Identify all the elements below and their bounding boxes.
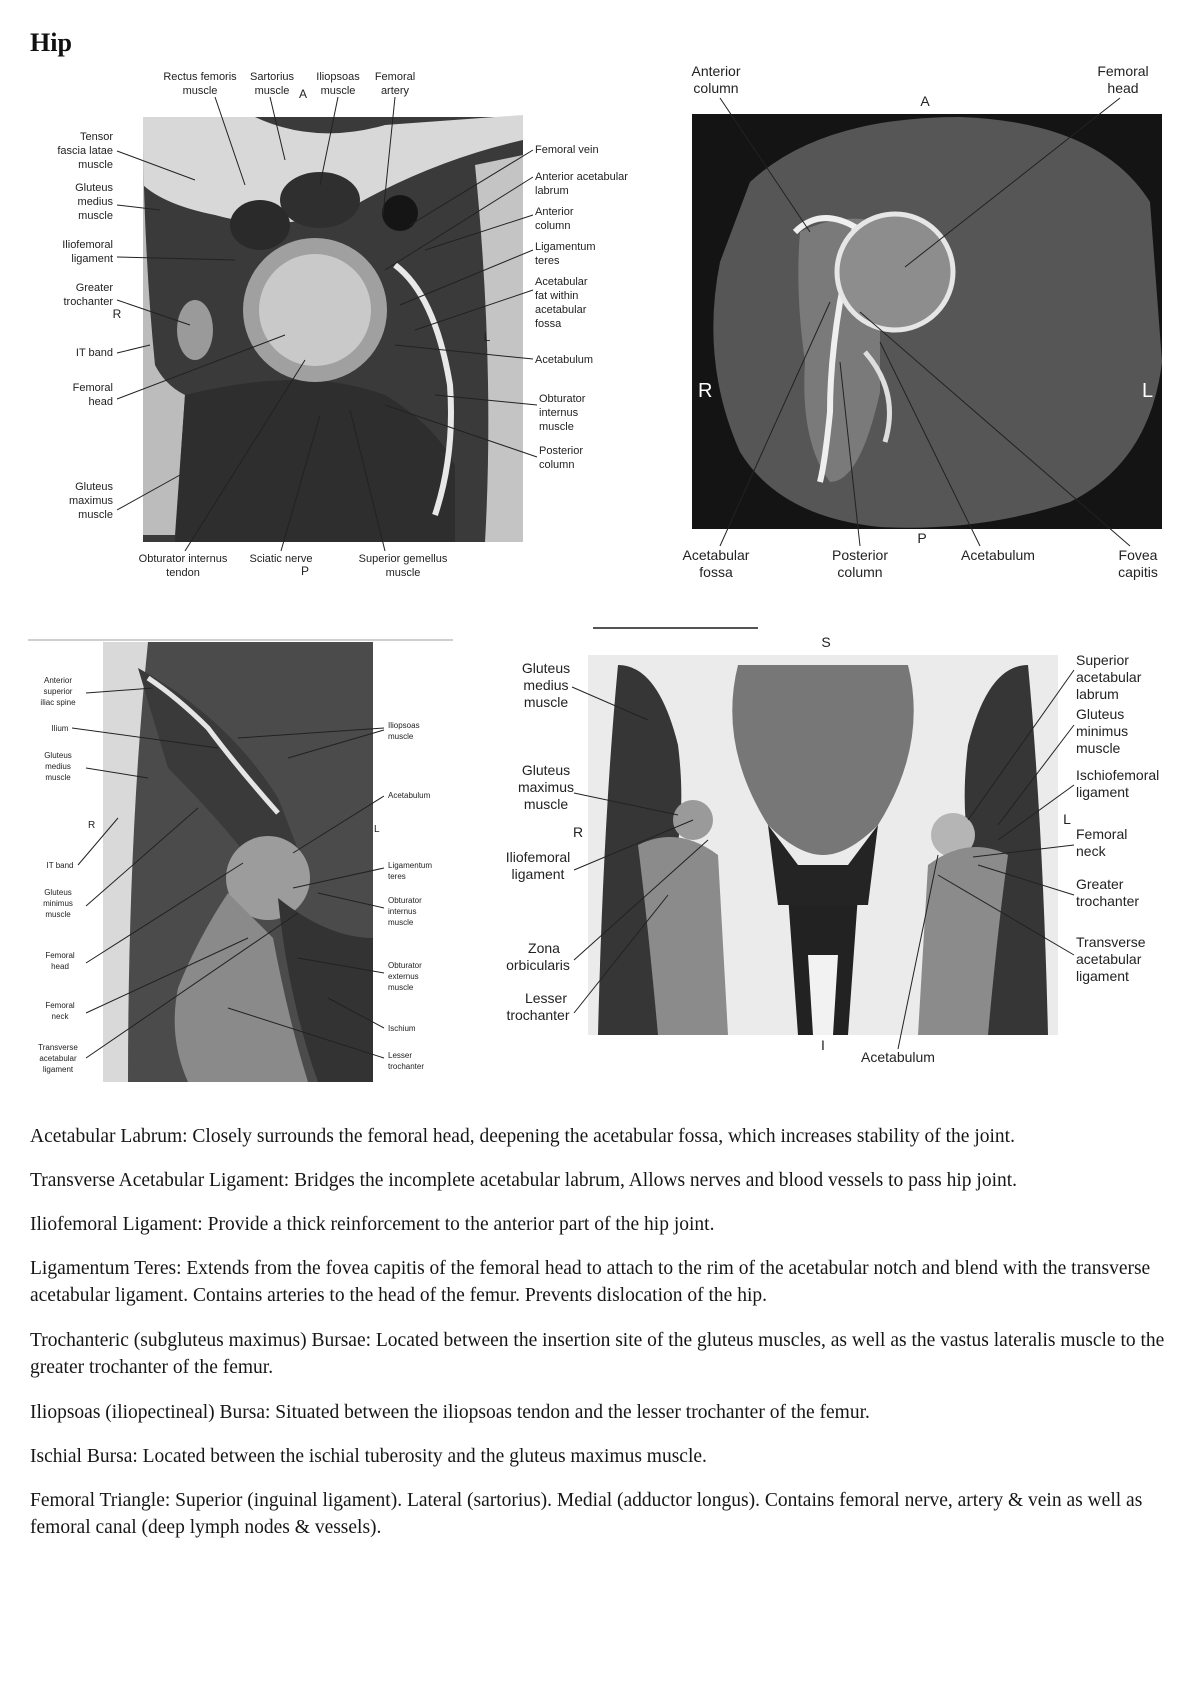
label-ilium: Ilium xyxy=(51,724,69,733)
label-anterior-column: Anterior column xyxy=(535,206,574,232)
label-it-band: IT band xyxy=(75,347,113,359)
orient-r: R xyxy=(698,380,713,402)
paragraph-ischial-bursa: Ischial Bursa: Located between the ischial tuberosity and the gluteus maximus muscle. xyxy=(30,1446,707,1467)
label-obturator-internus-tendon: Obturator internus tendon xyxy=(138,553,228,579)
label-acetabulum: Acetabulum xyxy=(861,1049,935,1065)
orient-r: R xyxy=(112,307,122,321)
label-obturator-externus: Obturator externus muscle xyxy=(388,961,422,992)
label-sartorius: Sartorius muscle xyxy=(249,71,295,97)
label-acetabulum: Acetabulum xyxy=(535,354,594,366)
coronal-hip-mri-illustration xyxy=(28,638,453,1090)
orient-r: R xyxy=(572,824,584,840)
label-greater-trochanter: Greater trochanter xyxy=(63,282,113,308)
label-tensor-fascia-latae: Tensor fascia latae muscle xyxy=(57,131,113,171)
paragraph-ligamentum-teres: Ligamentum Teres: Extends from the fovea capitis of the femoral head to attach to the rim of the acetabular notch and blend with the transverse acetabular ligament. Contains arteries to the head of the femur. Prevents dislocation of the hip. xyxy=(30,1258,1151,1306)
axial-ct-illustration xyxy=(680,62,1180,582)
orient-r: R xyxy=(88,820,96,831)
label-sciatic-nerve: Sciatic nerve xyxy=(249,553,313,565)
label-gluteus-minimus: Gluteus minimus muscle xyxy=(43,888,73,919)
figure-axial-ct xyxy=(680,62,1180,582)
label-ischiofemoral: Ischiofemoral ligament xyxy=(1076,767,1160,800)
label-iliopsoas: Iliopsoas muscle xyxy=(388,721,420,741)
orient-p: P xyxy=(300,564,310,578)
orient-s: S xyxy=(821,634,831,650)
paragraph-femoral-triangle: Femoral Triangle: Superior (inguinal ligament). Lateral (sartorius). Medial (adductor longus). Contains femoral nerve, artery & vein as well as femoral canal (deep lymph nodes & vessels). xyxy=(30,1490,1143,1538)
label-superior-acetabular-labrum: Superior acetabular labrum xyxy=(1076,652,1142,702)
label-gluteus-medius: Gluteus medius muscle xyxy=(521,660,571,710)
label-femoral-vein: Femoral vein xyxy=(535,144,599,156)
label-superior-gemellus: Superior gemellus muscle xyxy=(358,553,448,579)
label-acetabulum: Acetabulum xyxy=(961,547,1035,563)
label-rectus-femoris: Rectus femoris muscle xyxy=(163,71,237,97)
figure-coronal-hip-mri xyxy=(28,638,453,1090)
paragraph-acetabular-labrum: Acetabular Labrum: Closely surrounds the femoral head, deepening the acetabular fossa, which increases stability of the joint. xyxy=(30,1126,1015,1147)
label-zona-orbicularis: Zona orbicularis xyxy=(506,940,570,973)
label-anterior-acetabular-labrum: Anterior acetabular labrum xyxy=(535,171,628,197)
label-gluteus-medius: Gluteus medius muscle xyxy=(75,182,113,222)
axial-mri-illustration xyxy=(55,65,650,590)
label-it-band: IT band xyxy=(46,861,74,870)
label-gluteus-maximus: Gluteus maximus muscle xyxy=(517,762,575,812)
figure-axial-mri xyxy=(55,65,650,590)
label-femoral-artery: Femoral artery xyxy=(374,71,416,97)
label-gluteus-minimus: Gluteus minimus muscle xyxy=(1076,706,1129,756)
page-title: Hip xyxy=(30,28,72,57)
label-posterior-column: Posterior column xyxy=(539,445,584,471)
paragraph-iliofemoral-ligament: Iliofemoral Ligament: Provide a thick reinforcement to the anterior part of the hip joint. xyxy=(30,1214,715,1235)
paragraph-trochanteric-bursae: Trochanteric (subgluteus maximus) Bursae: Located between the insertion site of the gluteus muscles, as well as the vastus lateralis muscle to the greater trochanter of the femur. xyxy=(30,1330,1165,1378)
label-femoral-neck: Femoral neck xyxy=(1076,826,1128,859)
label-lesser-trochanter: Lesser trochanter xyxy=(388,1051,425,1071)
paragraph-transverse-acetabular-ligament: Transverse Acetabular Ligament: Bridges the incomplete acetabular labrum, Allows nerves and blood vessels to pass hip joint. xyxy=(30,1170,1018,1191)
label-gluteus-maximus: Gluteus maximus muscle xyxy=(68,481,113,521)
orient-p: P xyxy=(917,530,927,546)
label-iliofemoral: Iliofemoral ligament xyxy=(505,849,571,882)
coronal-pelvis-mri-illustration xyxy=(498,625,1180,1065)
label-asis: Anterior superior iliac spine xyxy=(40,676,76,707)
label-acetabular-fossa: Acetabular fossa xyxy=(682,547,750,580)
label-iliofemoral: Iliofemoral ligament xyxy=(62,239,113,265)
label-femoral-neck: Femoral neck xyxy=(45,1001,75,1021)
label-transverse-acetabular-ligament: Transverse acetabular ligament xyxy=(38,1043,78,1074)
orient-a: A xyxy=(298,87,308,101)
label-femoral-head: Femoral head xyxy=(1097,63,1149,96)
orient-l: L xyxy=(483,330,491,344)
paragraph-iliopsoas-bursa: Iliopsoas (iliopectineal) Bursa: Situated between the iliopsoas tendon and the lesser trochanter of the femur. xyxy=(30,1402,870,1423)
label-ischium: Ischium xyxy=(388,1024,416,1033)
label-anterior-column: Anterior column xyxy=(691,63,741,96)
label-acetabular-fat: Acetabular fat within acetabular fossa xyxy=(535,276,588,330)
label-femoral-head: Femoral head xyxy=(72,382,113,408)
orient-l: L xyxy=(1142,380,1154,402)
label-lesser-trochanter: Lesser trochanter xyxy=(506,990,570,1023)
label-ligamentum-teres: Ligamentum teres xyxy=(535,241,596,267)
label-obturator-internus: Obturator internus muscle xyxy=(388,896,422,927)
figure-coronal-pelvis-mri xyxy=(498,625,1180,1065)
label-ligamentum-teres: Ligamentum teres xyxy=(388,861,433,881)
orient-a: A xyxy=(920,93,930,109)
label-iliopsoas: Iliopsoas muscle xyxy=(316,71,360,97)
label-fovea-capitis: Fovea capitis xyxy=(1118,547,1158,580)
label-acetabulum: Acetabulum xyxy=(388,791,431,800)
orient-i: I xyxy=(821,1037,825,1053)
label-transverse-acetabular-ligament: Transverse acetabular ligament xyxy=(1076,934,1146,984)
orient-l: L xyxy=(374,824,380,835)
label-gluteus-medius: Gluteus medius muscle xyxy=(44,751,72,782)
label-obturator-internus: Obturator internus muscle xyxy=(539,393,586,433)
label-greater-trochanter: Greater trochanter xyxy=(1076,876,1140,909)
label-posterior-column: Posterior column xyxy=(831,547,889,580)
orient-l: L xyxy=(1063,811,1071,827)
label-femoral-head: Femoral head xyxy=(45,951,75,971)
